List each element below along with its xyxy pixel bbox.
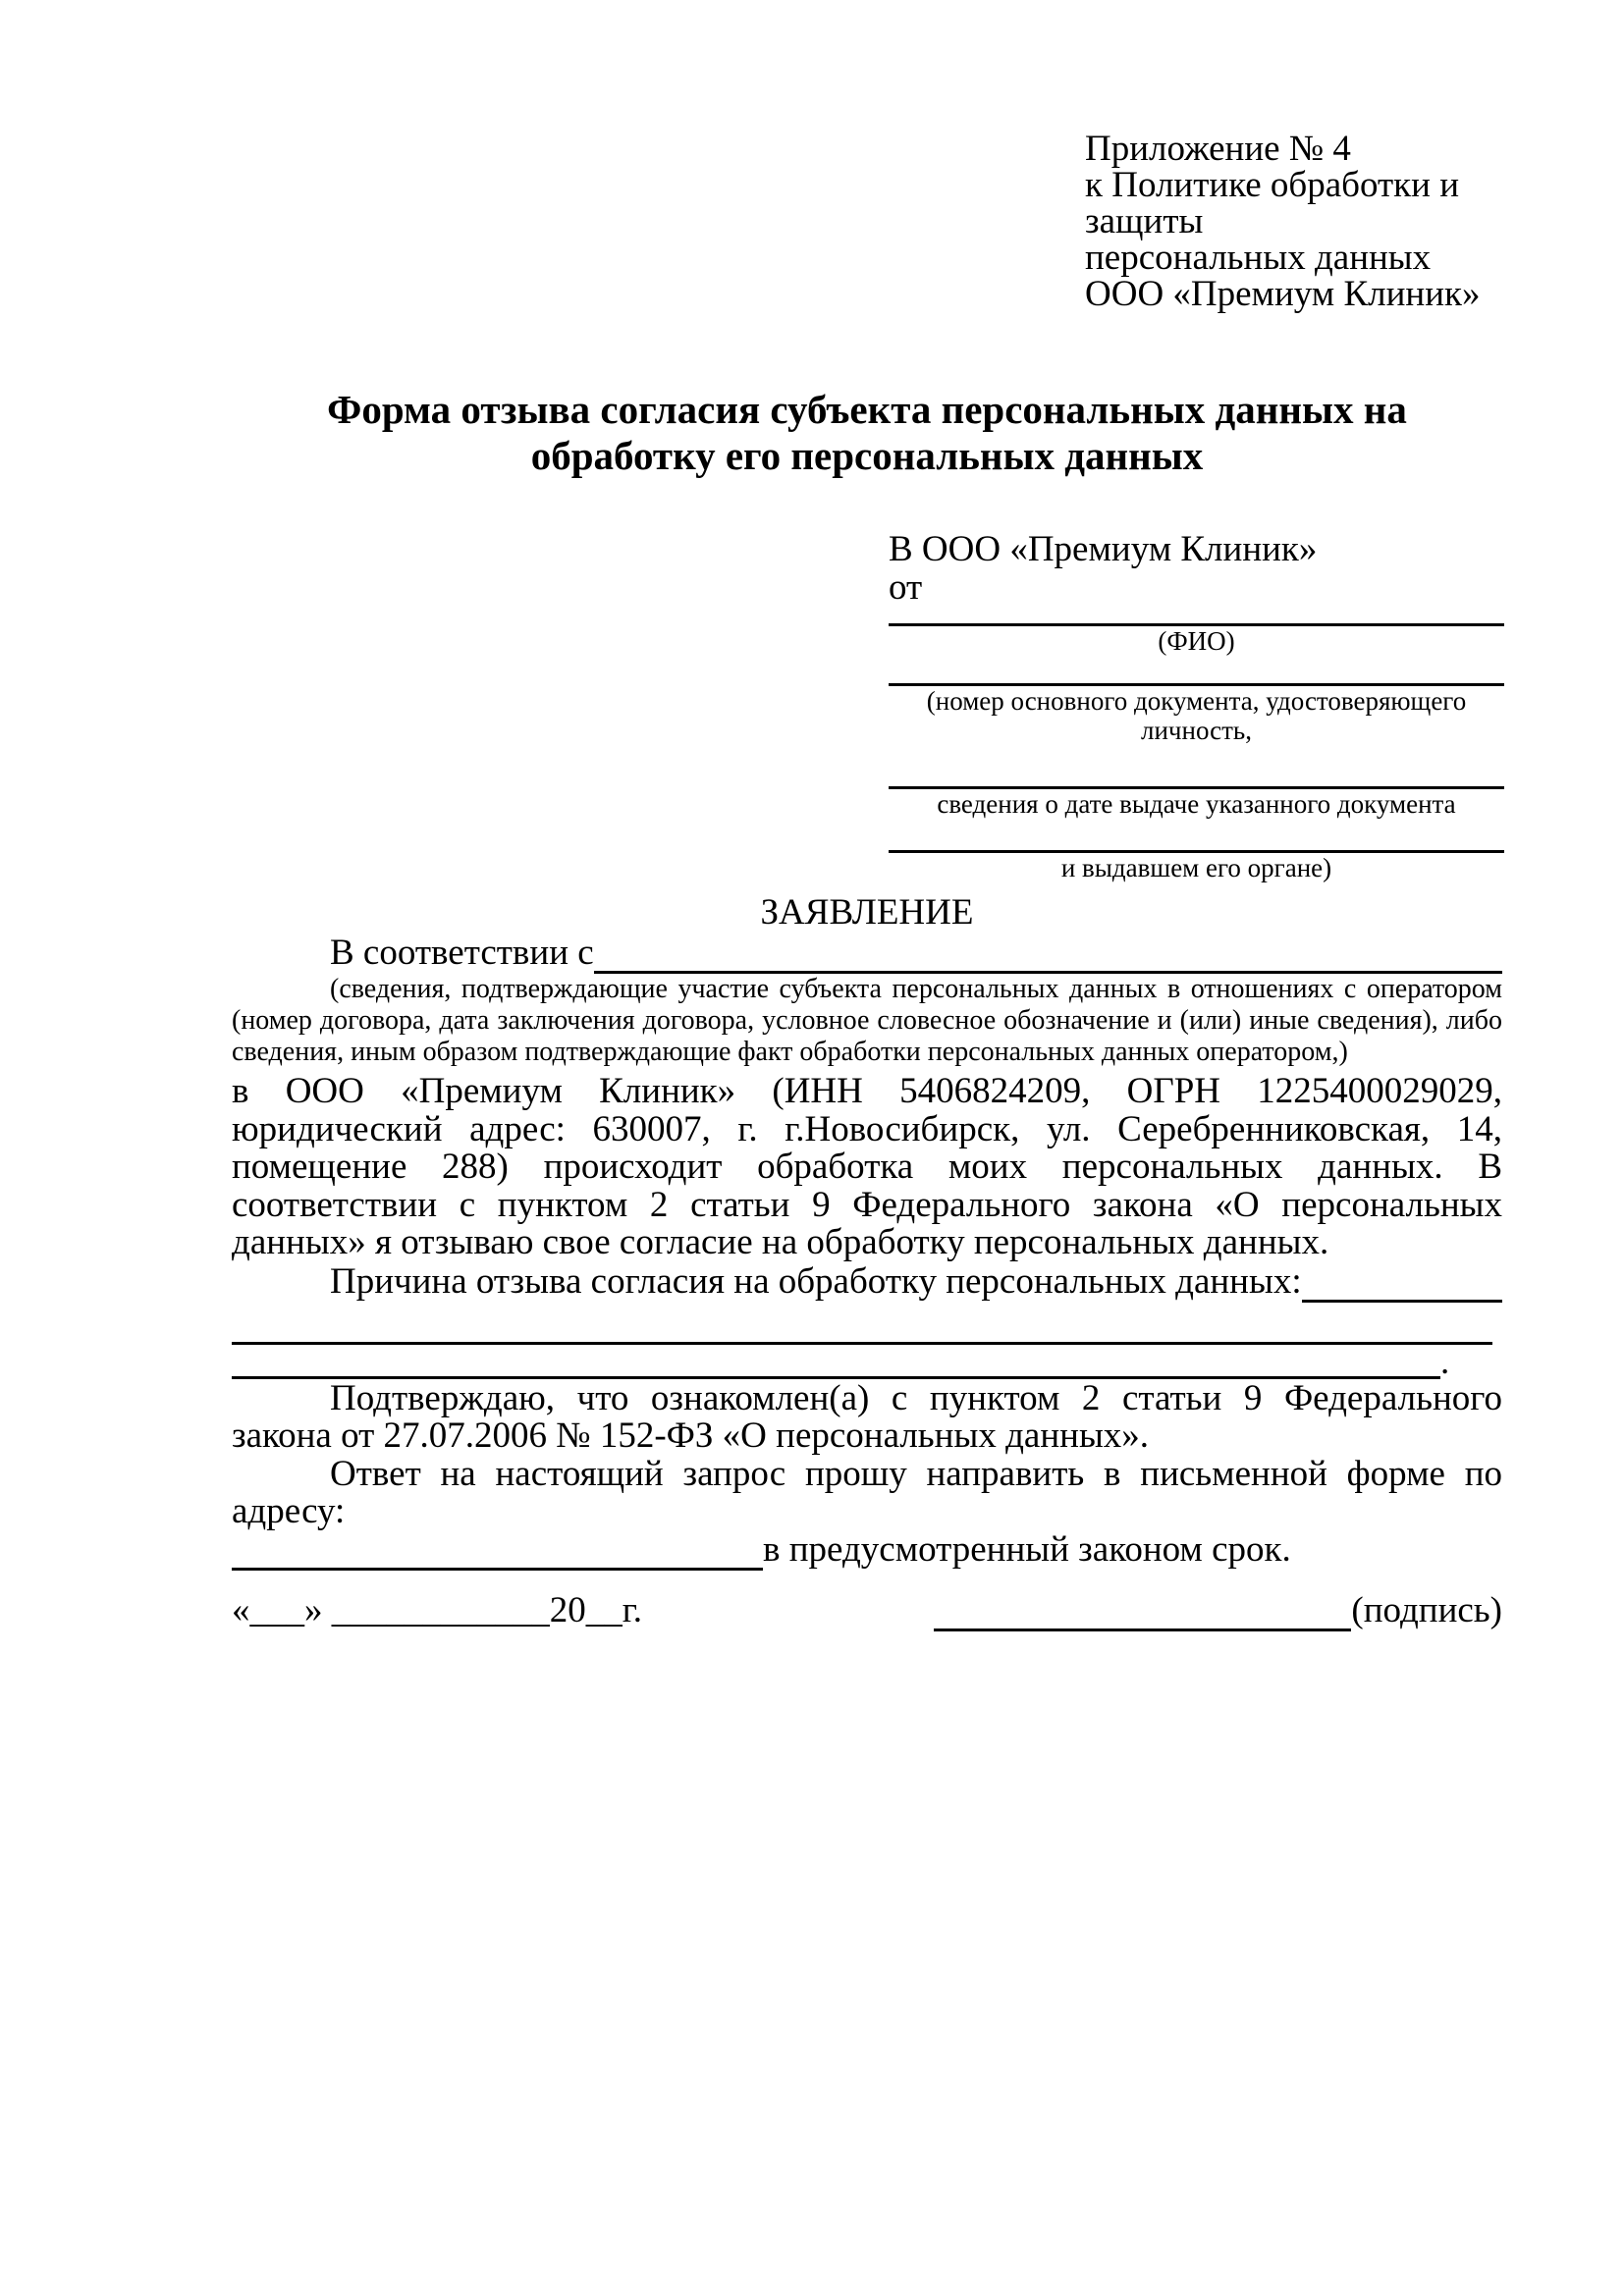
appendix-line: персональных данных: [1085, 238, 1432, 278]
issuer-caption: и выдавшем его органе): [1060, 853, 1332, 882]
reason-label: Причина отзыва согласия на обработку персональных данных:: [330, 1260, 1302, 1302]
fio-caption: (ФИО): [1158, 626, 1235, 656]
appendix-line: ООО «Премиум Клиник»: [1085, 274, 1481, 314]
addressee-to: В ООО «Премиум Клиник»: [889, 529, 1318, 569]
small-print-note: (сведения, подтверждающие участие субъекта персональных данных в отношениях с оператором (номер договора, дата заключения договора, условное словесное обозначение и (или) иные сведения), либо сведения, иным образом подтверждающие факт обработки персональных данных оператором,): [232, 974, 1502, 1067]
accordance-label: В соответствии с: [330, 933, 594, 973]
addressee-block: [889, 530, 1504, 882]
reply-intro-paragraph: Ответ на настоящий запрос прошу направить в письменной форме по адресу:: [232, 1453, 1502, 1531]
statement-body: [232, 934, 1502, 1571]
reason-field-line[interactable]: [1302, 1264, 1502, 1303]
reason-row: [232, 1262, 1502, 1303]
reason-field-line-2[interactable]: [232, 1303, 1492, 1345]
issue-date-caption: сведения о дате выдаче указанного документа: [937, 789, 1456, 819]
issuer-field-line[interactable]: [889, 819, 1504, 853]
document-number-field-line[interactable]: [889, 656, 1504, 686]
reason-field-line-3[interactable]: [232, 1345, 1440, 1379]
accordance-field-line[interactable]: [594, 935, 1502, 974]
reason-field-row-3: [232, 1341, 1502, 1382]
reply-address-field-line[interactable]: [232, 1532, 763, 1571]
signature-field-line[interactable]: [934, 1593, 1351, 1631]
signature-caption: (подпись): [1351, 1590, 1502, 1630]
reply-address-row: [232, 1528, 1502, 1571]
period-text: .: [1440, 1341, 1450, 1382]
statement-heading: ЗАЯВЛЕНИЕ: [760, 892, 974, 933]
reply-tail-text: в предусмотренный законом срок.: [763, 1528, 1291, 1570]
confirmation-paragraph: Подтверждаю, что ознакомлен(а) с пунктом 2 статьи 9 Федерального закона от 27.07.2006 № 152-ФЗ «О персональных данных».: [232, 1377, 1502, 1456]
appendix-line: Приложение № 4: [1085, 129, 1351, 169]
date-signature-row: [232, 1590, 1502, 1631]
appendix-line: к Политике обработки и защиты: [1085, 165, 1460, 241]
document-number-caption: (номер основного документа, удостоверяющего личность,: [926, 686, 1467, 745]
addressee-from-label: от: [889, 567, 923, 608]
date-fill-in[interactable]: «___» ____________20__г.: [232, 1590, 643, 1630]
document-title: Форма отзыва согласия субъекта персональных данных на обработку его персональных данных: [327, 387, 1407, 478]
appendix-header: [1085, 131, 1517, 312]
fio-field-line[interactable]: [889, 607, 1504, 626]
issue-date-field-line[interactable]: [889, 745, 1504, 789]
main-paragraph: в ООО «Премиум Клиник» (ИНН 5406824209, ОГРН 1225400029029, юридический адрес: 630007, г. г.Новосибирск, ул. Серебренниковская, 14, помещение 288) происходит обработка моих персональных данных. В соответствии с пунктом 2 статьи 9 Федерального закона «О персональных данных» я отзываю свое согласие на обработку персональных данных.: [232, 1071, 1502, 1262]
signature-group: [934, 1589, 1502, 1631]
accordance-row: [232, 934, 1502, 974]
